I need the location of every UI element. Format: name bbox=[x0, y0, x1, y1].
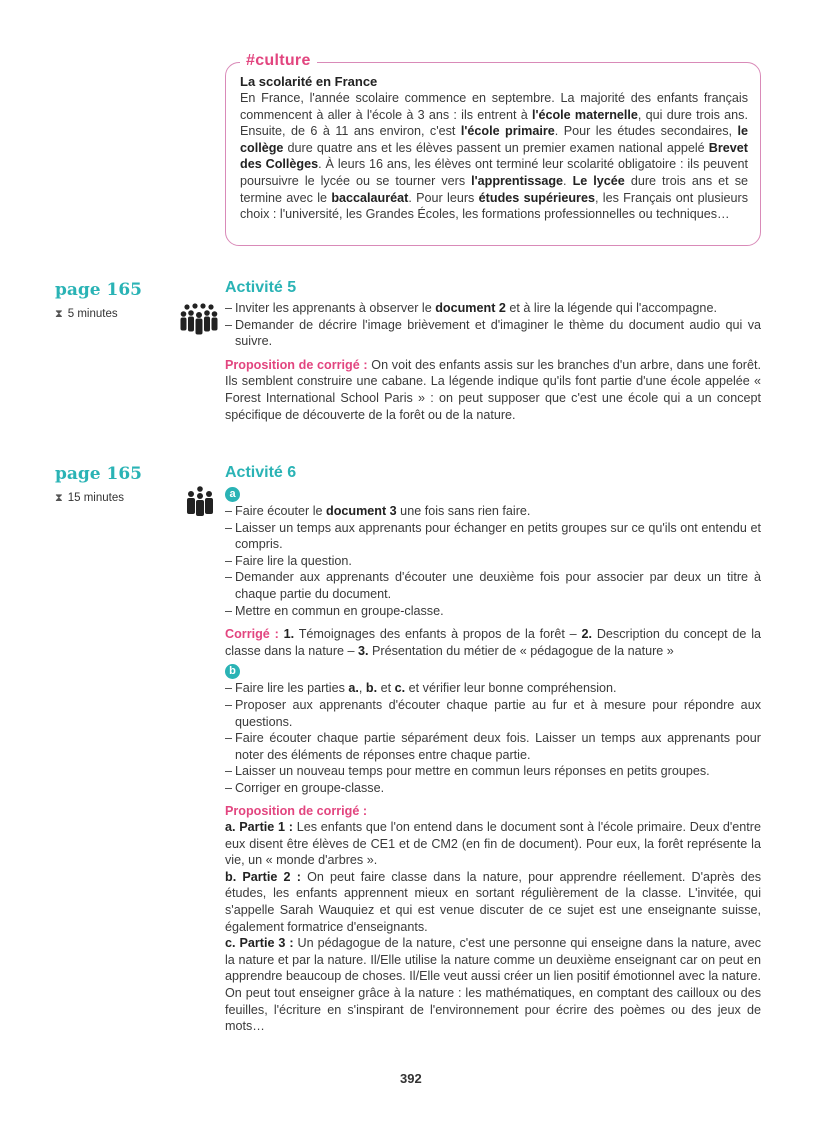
culture-box bbox=[225, 52, 761, 246]
list-item: – Laisser un nouveau temps pour mettre en commun leurs réponses en petits groupes. bbox=[225, 763, 761, 780]
activity-title: Activité 6 bbox=[225, 464, 297, 481]
list-item: – Faire écouter le document 3 une fois sans rien faire. bbox=[225, 503, 761, 520]
part-a-answer bbox=[225, 626, 761, 659]
list-item: – Faire lire les parties a., b. et c. et vérifier leur bonne compréhension. bbox=[225, 680, 761, 697]
list-item: – Mettre en commun en groupe-classe. bbox=[225, 603, 761, 620]
page-reference: page 165 bbox=[55, 464, 143, 484]
list-item: – Proposer aux apprenants d'écouter chaque partie au fur et à mesure pour répondre aux questions. bbox=[225, 697, 761, 730]
list-item: – Corriger en groupe-classe. bbox=[225, 780, 761, 797]
part-a-badge: a bbox=[225, 487, 240, 502]
list-item: – Inviter les apprenants à observer le document 2 et à lire la légende qui l'accompagne. bbox=[225, 300, 761, 317]
activity6-side bbox=[55, 464, 142, 507]
page-reference: page 165 bbox=[55, 280, 143, 300]
list-item: – Faire écouter chaque partie séparément deux fois. Laisser un temps aux apprenants pour noter des éléments de réponses entre chaque partie. bbox=[225, 730, 761, 763]
answer-label: Proposition de corrigé : bbox=[225, 357, 368, 372]
duration-label: 5 minutes bbox=[67, 308, 118, 320]
duration bbox=[55, 306, 142, 323]
duration bbox=[55, 490, 142, 507]
hourglass-icon: ⧗ bbox=[55, 492, 63, 504]
answer-text: On voit des enfants assis sur les branches d'un arbre, dans une forêt. Ils semblent construire une cabane. La légende indique qu'ils font partie d'une école appelée « Forest International School Paris » : on peut supposer que c'est une école qui a un concept spécifique de découverte de la forêt ou de la nature. bbox=[225, 357, 761, 422]
activity5-section bbox=[225, 278, 761, 423]
answer-proposal bbox=[225, 357, 761, 423]
part-b-steps bbox=[225, 680, 761, 796]
activity-title: Activité 5 bbox=[225, 279, 297, 296]
list-item: – Faire lire la question. bbox=[225, 553, 761, 570]
answer-label: Corrigé : bbox=[225, 627, 279, 642]
list-item: – Demander de décrire l'image brièvement et d'imaginer le thème du document audio qui va suivre. bbox=[225, 317, 761, 350]
answer-item: a. Partie 1 : Les enfants que l'on entend dans le document sont à l'école primaire. Deux d'entre eux disent être élèves de CE1 et de CM2 (en fin de document). Pour eux, la forêt représente la vie, un « monde d'arbres ». bbox=[225, 820, 761, 868]
list-item: – Laisser un temps aux apprenants pour échanger en petits groupes sur ce qu'ils ont entendu et compris. bbox=[225, 520, 761, 553]
duration-label: 15 minutes bbox=[67, 492, 124, 504]
group-people-icon bbox=[180, 303, 218, 340]
answer-item: b. Partie 2 : On peut faire classe dans la nature, pour apprendre réellement. D'après des études, les enfants apprennent mieux en sortant régulièrement de la classe. L'invitée, qui s'appelle Sarah Wauquiez et qui est venue discuter de ce sujet est une enseignante suisse, également formatrice d'enseignants. bbox=[225, 869, 761, 934]
activity5-steps bbox=[225, 300, 761, 350]
activity5-side bbox=[55, 280, 142, 323]
page-number: 392 bbox=[400, 1071, 422, 1086]
culture-text: En France, l'année scolaire commence en septembre. La majorité des enfants français commencent à aller à l'école à 3 ans : ils entrent à l'école maternelle, qui dure trois ans. Ensuite, de 6 à 11 ans environ, c'est l'école primaire. Pour les études secondaires, le collège dure quatre ans et les élèves passent un premier examen national appelé Brevet des Collèges. À leurs 16 ans, les élèves ont terminé leur scolarité obligatoire : ils peuvent poursuivre le lycée ou se tourner vers l'apprentissage. Le lycée dure trois ans et se termine avec le baccalauréat. Pour leurs études supérieures, les Français ont plusieurs choix : l'université, les Grandes Écoles, les formations professionnelles ou techniques… bbox=[240, 91, 748, 222]
part-b-badge: b bbox=[225, 664, 240, 679]
answer-text: 1. Témoignages des enfants à propos de la forêt – 2. Description du concept de la classe dans la nature – 3. Présentation du métier de « pédagogue de la nature » bbox=[225, 627, 762, 658]
part-b-answer bbox=[225, 803, 761, 1035]
culture-tag: #culture bbox=[240, 51, 317, 71]
list-item: – Demander aux apprenants d'écouter une deuxième fois pour associer par deux un titre à chaque partie du document. bbox=[225, 569, 761, 602]
culture-title: La scolarité en France bbox=[240, 74, 378, 89]
part-a-steps bbox=[225, 503, 761, 619]
hourglass-icon: ⧗ bbox=[55, 308, 63, 320]
activity6-section bbox=[225, 463, 761, 1035]
group-people-icon bbox=[186, 486, 214, 521]
answer-item: c. Partie 3 : Un pédagogue de la nature, c'est une personne qui enseigne dans la nature, avec la nature et par la nature. Il/Elle utilise la nature comme un deuxième enseignant car on peut en apprendre beaucoup de choses. Il/Elle veut aussi créer un lien positif émotionnel avec la nature. On peut tout enseigner grâce à la nature : les mathématiques, en comptant des cailloux ou des feuilles, l'écriture en s'inspirant de l'environnement pour écrire des poèmes ou des jeux de mots… bbox=[225, 936, 761, 1034]
answer-label: Proposition de corrigé : bbox=[225, 803, 368, 818]
